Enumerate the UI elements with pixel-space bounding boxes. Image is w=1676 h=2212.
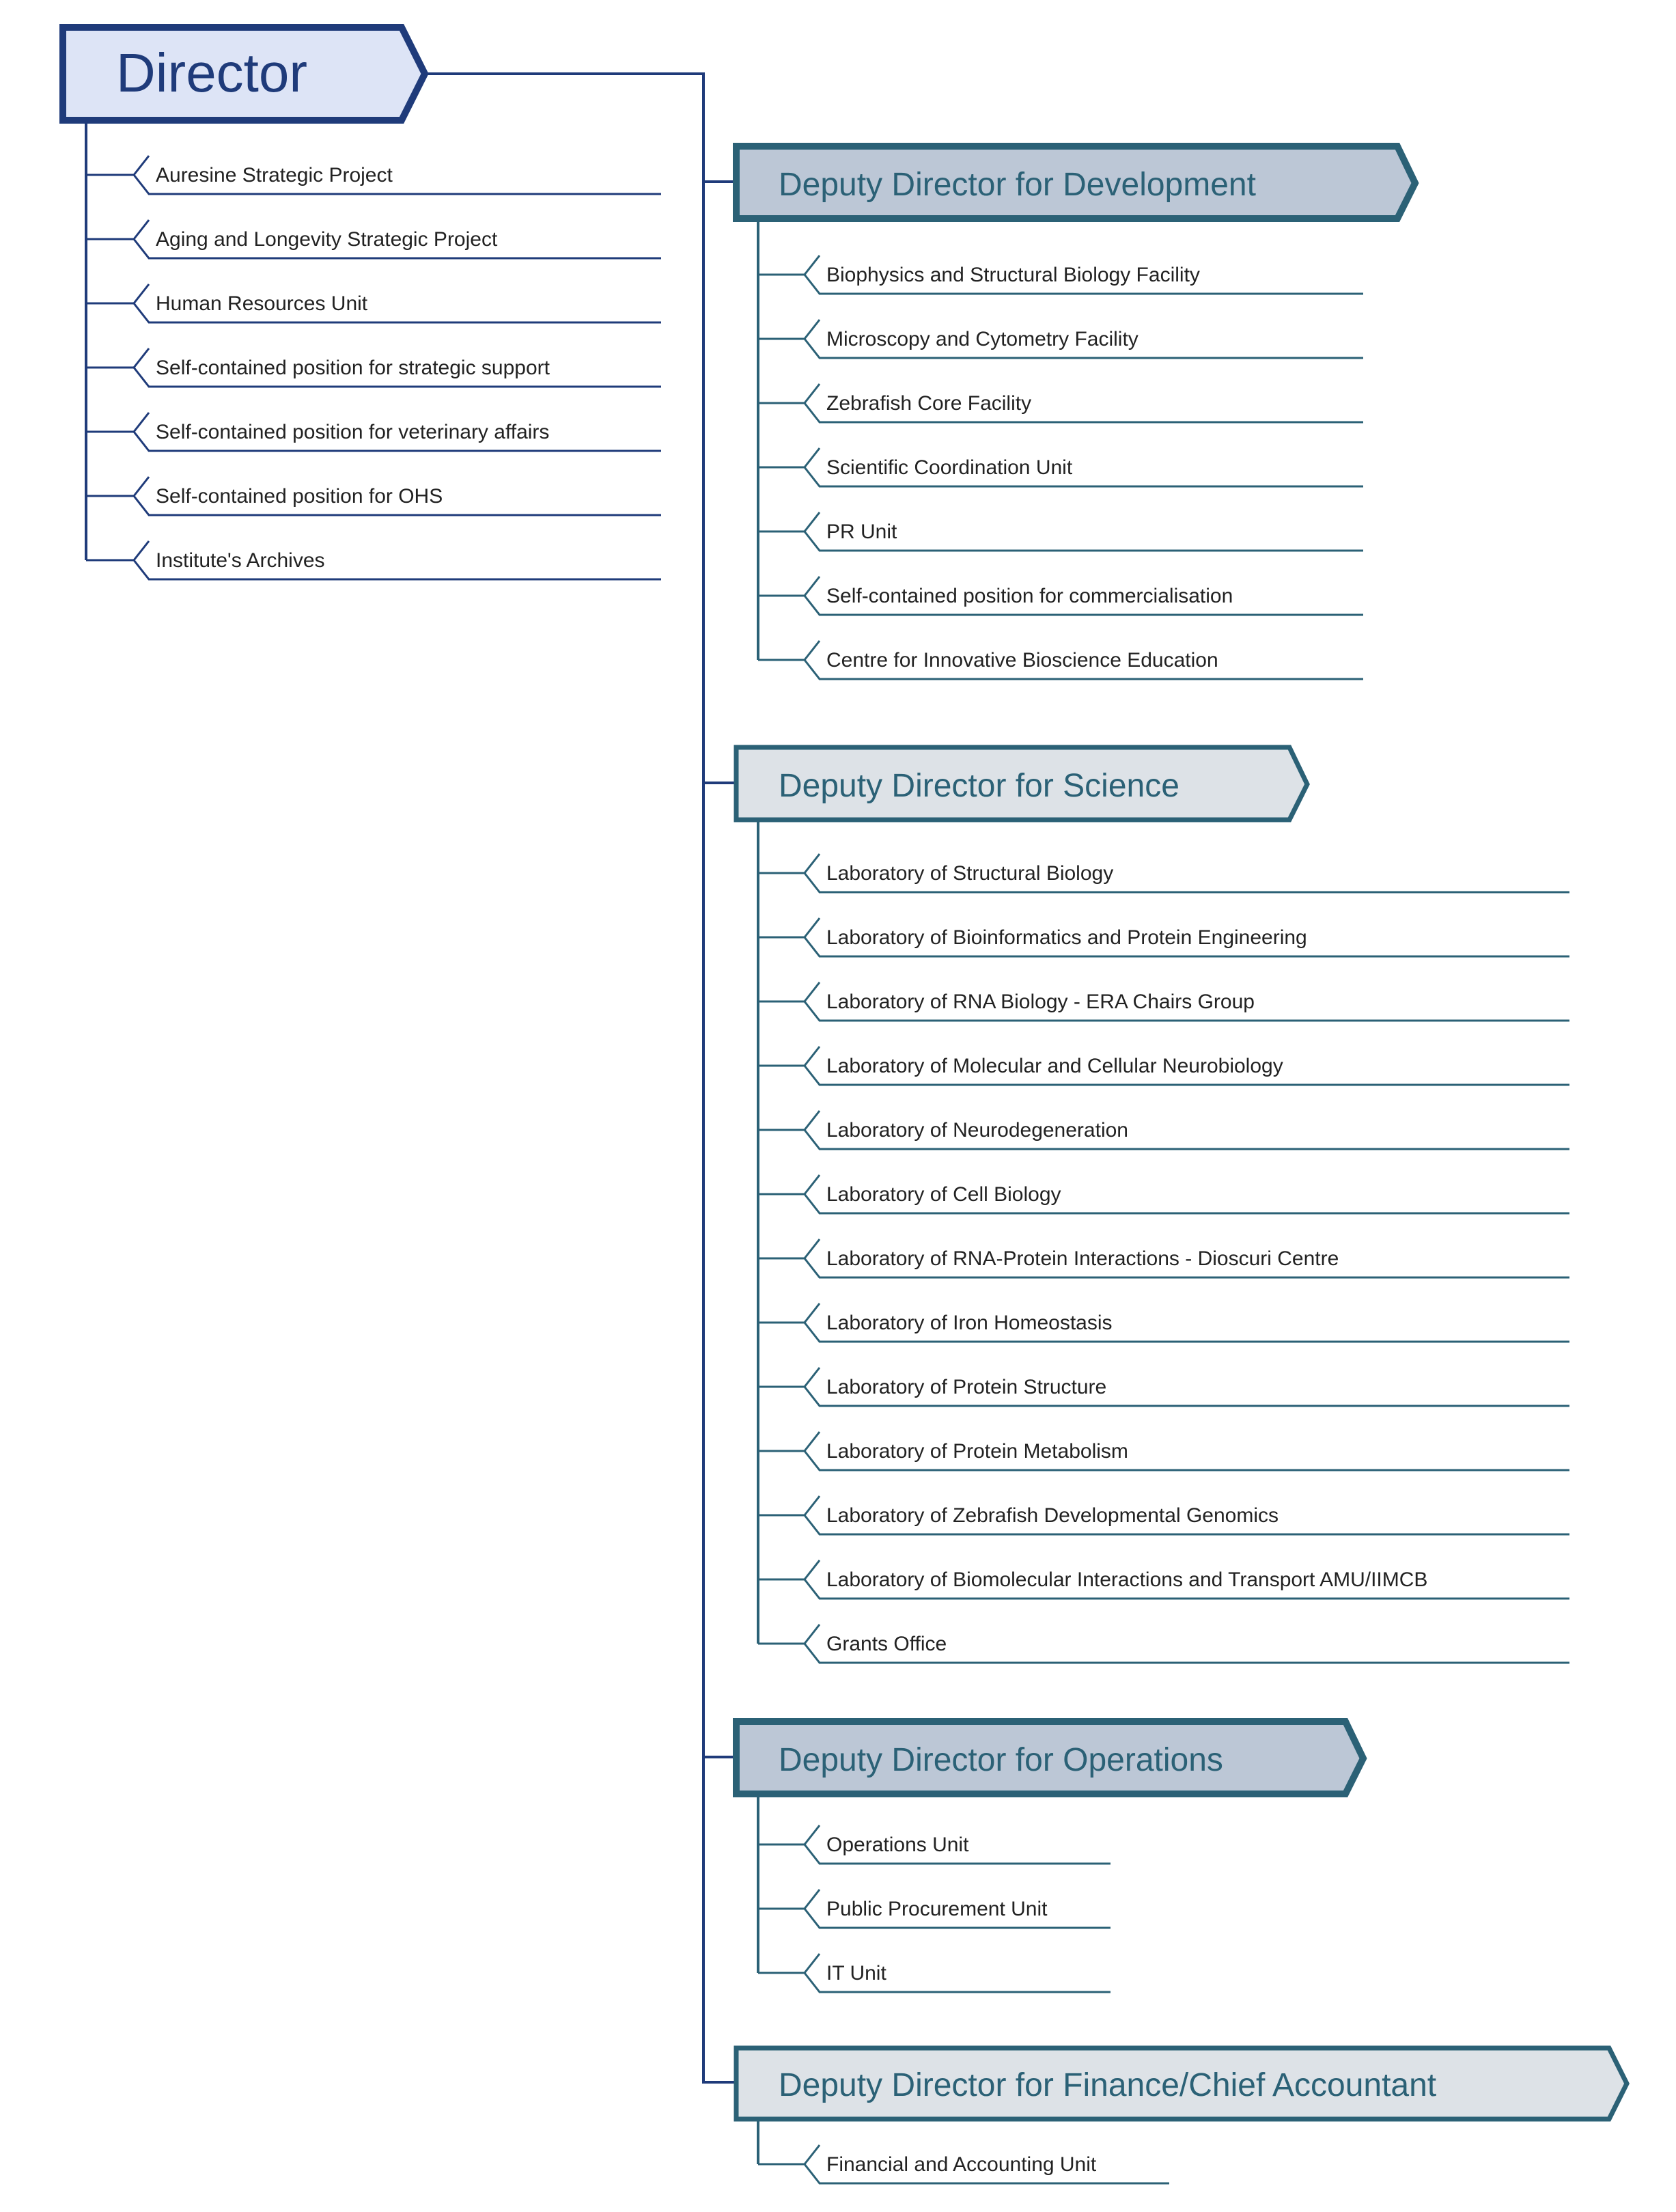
unit-item: [758, 255, 1363, 294]
unit-label: Operations Unit: [826, 1834, 969, 1856]
unit-item: [758, 982, 1569, 1021]
unit-item: [758, 1825, 1111, 1864]
deputy-title-finance: Deputy Director for Finance/Chief Accountant: [779, 2067, 1437, 2103]
unit-item: [758, 384, 1363, 422]
unit-label: Biophysics and Structural Biology Facility: [826, 264, 1200, 286]
unit-item: [86, 220, 661, 258]
unit-item: [758, 854, 1569, 892]
unit-item: [758, 577, 1363, 615]
deputy-box-finance: [736, 2048, 1627, 2119]
unit-label: Laboratory of Structural Biology: [826, 862, 1114, 885]
science-units: [758, 821, 1569, 1663]
deputy-title-operations: Deputy Director for Operations: [779, 1742, 1223, 1778]
director-title: Director: [116, 42, 308, 103]
unit-item: [758, 1368, 1569, 1406]
unit-item: [758, 1175, 1569, 1213]
finance-units: [758, 2120, 1169, 2183]
unit-label: Laboratory of Zebrafish Developmental Genomics: [826, 1504, 1279, 1527]
unit-label: Laboratory of Iron Homeostasis: [826, 1312, 1113, 1334]
director-box: [63, 27, 425, 120]
unit-item: [86, 541, 661, 579]
unit-label: Financial and Accounting Unit: [826, 2153, 1097, 2176]
unit-item: [758, 1303, 1569, 1342]
unit-item: [758, 641, 1363, 679]
deputy-title-science: Deputy Director for Science: [779, 768, 1179, 804]
director-units: [86, 122, 661, 579]
unit-item: [758, 1111, 1569, 1149]
unit-label: Self-contained position for strategic support: [156, 357, 550, 379]
unit-label: Laboratory of Biomolecular Interactions and Transport AMU/IIMCB: [826, 1568, 1428, 1591]
unit-item: [758, 1890, 1111, 1928]
unit-label: Institute's Archives: [156, 549, 325, 572]
operations-units: [758, 1795, 1111, 1992]
deputy-box-development: [736, 146, 1415, 219]
unit-label: Laboratory of Protein Structure: [826, 1376, 1107, 1398]
unit-label: Microscopy and Cytometry Facility: [826, 328, 1139, 350]
unit-item: [86, 284, 661, 322]
unit-item: [86, 156, 661, 194]
unit-label: Laboratory of RNA-Protein Interactions - Dioscuri Centre: [826, 1247, 1339, 1270]
unit-item: [86, 477, 661, 515]
unit-label: Grants Office: [826, 1633, 947, 1655]
unit-label: Self-contained position for OHS: [156, 485, 443, 508]
unit-label: Laboratory of Neurodegeneration: [826, 1119, 1128, 1142]
unit-label: Laboratory of Cell Biology: [826, 1183, 1061, 1206]
unit-label: Zebrafish Core Facility: [826, 392, 1032, 415]
unit-item: [758, 1954, 1111, 1992]
unit-label: Public Procurement Unit: [826, 1898, 1048, 1920]
unit-label: Laboratory of Bioinformatics and Protein Engineering: [826, 926, 1307, 949]
unit-item: [758, 1625, 1569, 1663]
unit-item: [758, 320, 1363, 358]
unit-label: Auresine Strategic Project: [156, 164, 393, 186]
unit-connector: [758, 1954, 1111, 1992]
unit-item: [758, 2145, 1169, 2183]
unit-item: [758, 1239, 1569, 1277]
deputy-title-development: Deputy Director for Development: [779, 167, 1256, 203]
unit-label: Self-contained position for veterinary affairs: [156, 421, 550, 443]
unit-item: [758, 1496, 1569, 1534]
unit-item: [758, 512, 1363, 551]
unit-label: Laboratory of Molecular and Cellular Neurobiology: [826, 1055, 1283, 1077]
unit-label: Human Resources Unit: [156, 292, 368, 315]
unit-label: Laboratory of RNA Biology - ERA Chairs Group: [826, 991, 1255, 1013]
unit-label: Self-contained position for commercialisation: [826, 585, 1233, 607]
unit-label: PR Unit: [826, 521, 897, 543]
unit-label: Scientific Coordination Unit: [826, 456, 1073, 479]
unit-label: Centre for Innovative Bioscience Education: [826, 649, 1218, 672]
deputy-box-science: [736, 747, 1307, 820]
unit-item: [86, 413, 661, 451]
deputy-box-operations: [736, 1722, 1363, 1794]
unit-label: Laboratory of Protein Metabolism: [826, 1440, 1128, 1463]
unit-label: Aging and Longevity Strategic Project: [156, 228, 498, 251]
unit-item: [758, 1047, 1569, 1085]
unit-item: [86, 348, 661, 387]
unit-item: [758, 1560, 1569, 1599]
unit-item: [758, 1432, 1569, 1470]
unit-item: [758, 448, 1363, 486]
development-units: [758, 220, 1363, 679]
unit-label: IT Unit: [826, 1962, 886, 1985]
unit-item: [758, 918, 1569, 956]
